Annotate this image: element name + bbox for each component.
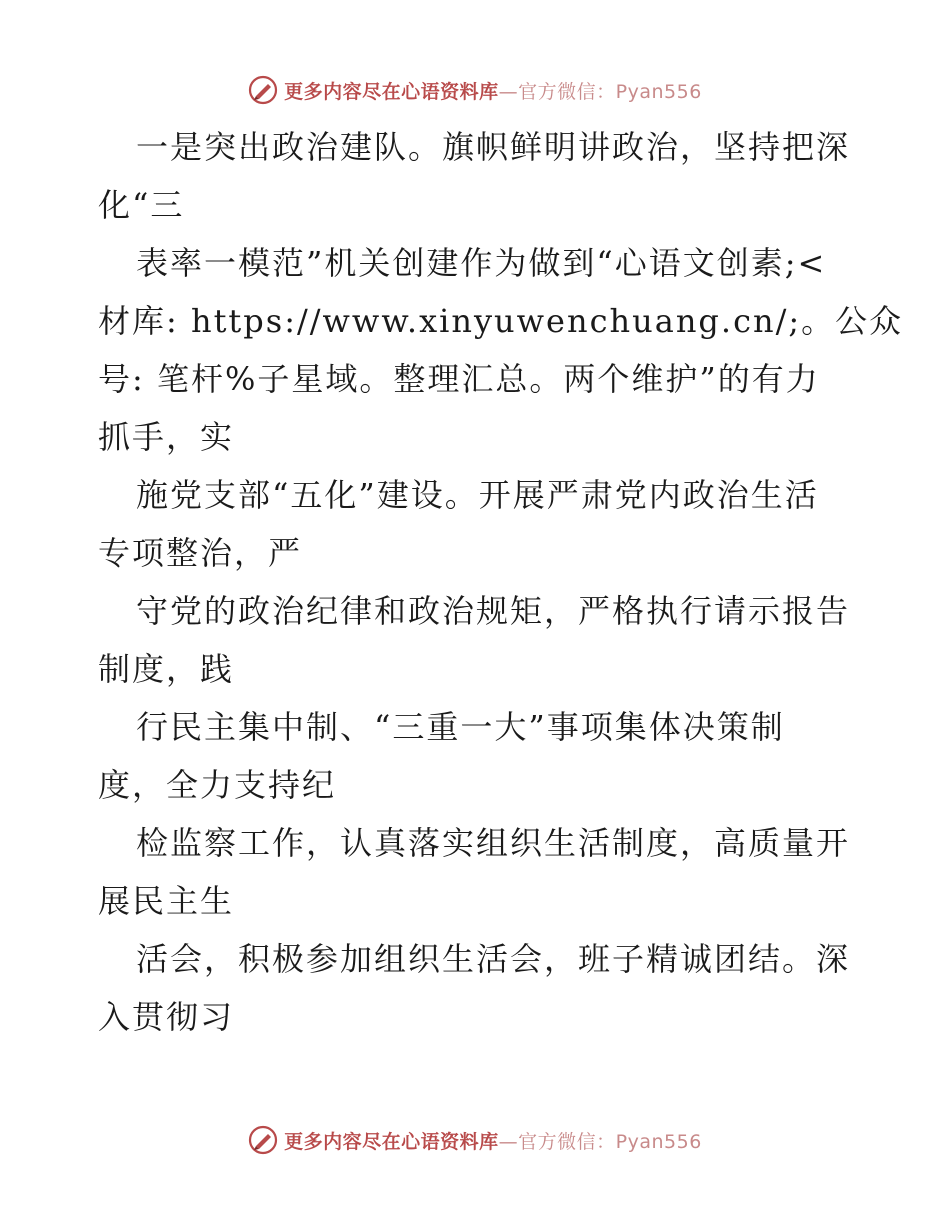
- body-line: 入贯彻习: [98, 998, 235, 1036]
- body-line: 材库: https://www.xinyuwenchuang.cn/;。公众: [98, 302, 904, 340]
- footer-watermark-banner: [0, 1120, 950, 1160]
- pen-logo-icon: [248, 1125, 278, 1155]
- footer-watermark-text: [284, 1127, 702, 1154]
- document-body: [98, 118, 904, 1046]
- header-watermark-banner: [0, 70, 950, 110]
- body-line: 抓手，实: [98, 418, 235, 456]
- pen-logo-icon: [248, 75, 278, 105]
- body-line: 号: 笔杆%子星域。整理汇总。两个维护”的有力: [98, 360, 820, 398]
- body-line: 表率一模范”机关创建作为做到“心语文创素;<: [136, 244, 827, 282]
- body-line: 活会，积极参加组织生活会，班子精诚团结。深: [136, 940, 851, 978]
- body-line: 检监察工作，认真落实组织生活制度，高质量开: [136, 824, 851, 862]
- footer-watermark-strong: 更多内容尽在心语资料库: [284, 1130, 499, 1153]
- body-line: 化“三: [98, 186, 185, 224]
- footer-watermark-light: —官方微信：Pyan556: [498, 1130, 702, 1153]
- header-watermark-light: —官方微信：Pyan556: [498, 80, 702, 103]
- body-line: 展民主生: [98, 882, 235, 920]
- body-line: 施党支部“五化”建设。开展严肃党内政治生活: [136, 476, 819, 514]
- body-line: 专项整治，严: [98, 534, 303, 572]
- body-line: 制度，践: [98, 650, 235, 688]
- body-line: 度，全力支持纪: [98, 766, 337, 804]
- body-line: 行民主集中制、“三重一大”事项集体决策制: [136, 708, 785, 746]
- header-watermark-text: [284, 77, 702, 104]
- body-line: 守党的政治纪律和政治规矩，严格执行请示报告: [136, 592, 851, 630]
- header-watermark-strong: 更多内容尽在心语资料库: [284, 80, 499, 103]
- body-line: 一是突出政治建队。旗帜鲜明讲政治，坚持把深: [136, 128, 851, 166]
